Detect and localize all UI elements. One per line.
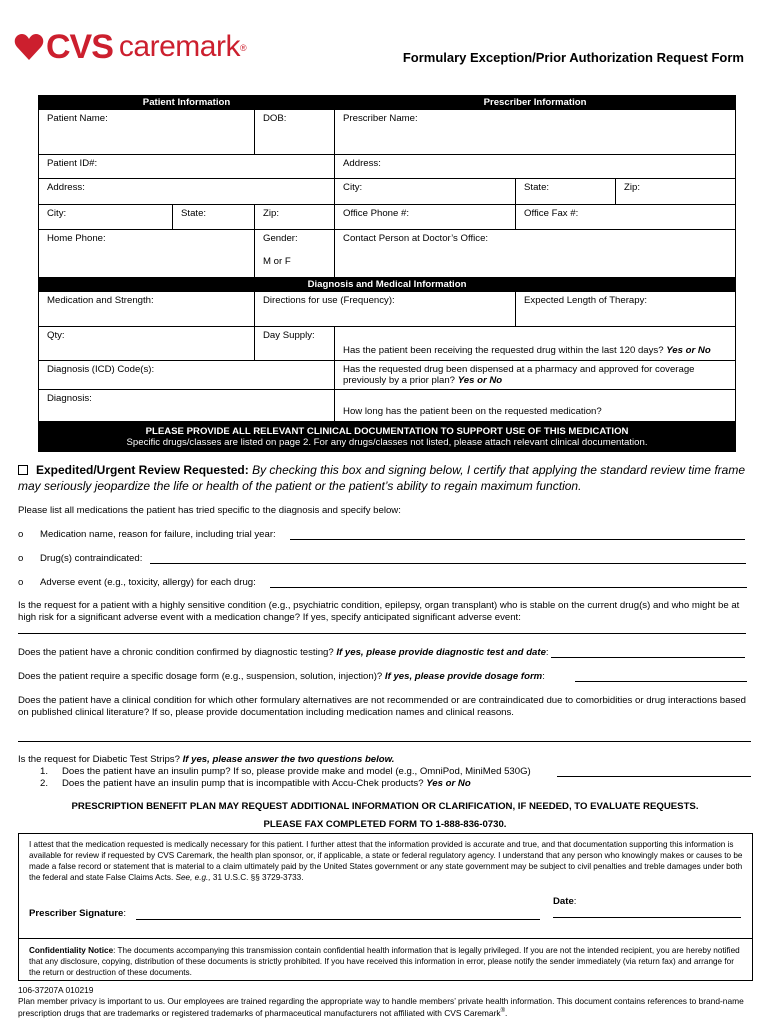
date-line[interactable] <box>553 917 741 918</box>
patient-info-header: Patient Information <box>39 96 335 110</box>
clinical-doc-banner <box>39 422 736 452</box>
dob-field[interactable]: DOB: <box>255 110 335 155</box>
dosage-form-instruction: If yes, please provide dosage form <box>384 671 543 682</box>
insulin-pump-number: 1. <box>40 766 49 777</box>
diagnostic-test-line[interactable] <box>551 657 745 658</box>
prescriber-city-field[interactable]: City: <box>335 179 516 205</box>
patient-id-field[interactable]: Patient ID#: <box>39 155 335 179</box>
gender-options: M or F <box>263 256 291 267</box>
brand-registered-mark: ® <box>239 43 247 53</box>
expedited-checkbox[interactable] <box>18 465 28 475</box>
attestation-text <box>29 839 744 883</box>
attestation-citation: 31 U.S.C. §§ 3729-3733. <box>212 873 304 882</box>
insulin-pump-row <box>40 766 640 778</box>
received-drug-question[interactable] <box>335 327 736 361</box>
date-label: Date: <box>553 896 577 907</box>
benefit-plan-notice: PRESCRIPTION BENEFIT PLAN MAY REQUEST ADDITIONAL INFORMATION OR CLARIFICATION, IF NEEDED, TO EVALUATE REQUESTS. <box>71 801 699 812</box>
prescriber-signature-label: Prescriber Signature: <box>29 908 127 919</box>
bullet-symbol: o <box>18 553 24 564</box>
bullet-contraindicated-label: Drug(s) contraindicated: <box>40 553 143 564</box>
office-fax-field[interactable]: Office Fax #: <box>516 205 736 230</box>
patient-name-field[interactable]: Patient Name: <box>39 110 255 155</box>
footer-registered-mark: ® <box>500 1008 505 1014</box>
test-strips-row <box>18 754 753 766</box>
patient-city-field[interactable]: City: <box>39 205 173 230</box>
brand-name-light: caremark <box>118 30 240 63</box>
test-strips-question: Is the request for Diabetic Test Strips? <box>18 754 180 765</box>
bullet-medication-label: Medication name, reason for failure, including trial year: <box>40 529 276 540</box>
office-phone-field[interactable]: Office Phone #: <box>335 205 516 230</box>
dispensed-question[interactable] <box>335 361 736 390</box>
form-code: 106-37207A 010219 <box>18 985 94 995</box>
attestation-see: See, e.g., <box>175 873 211 882</box>
prescriber-signature-line[interactable] <box>136 919 540 920</box>
contraindicated-line[interactable] <box>150 563 746 564</box>
accu-chek-number: 2. <box>40 778 49 789</box>
confidentiality-label: Confidentiality Notice <box>29 946 114 955</box>
diagnosis-header: Diagnosis and Medical Information <box>39 278 736 292</box>
attestation-main: I attest that the medication requested is medically necessary for this patient. I further attest that the information provided is accurate and true, and that documentation supporting this information is available for review if requested by CVS Caremark, the health plan sponsor, or, if applicable, a state or federal regulatory agency. I understand that any person who knowingly makes or causes to be made a false record or statement that is material to a claim ultimately paid by the United States government or any state government may be subject to civil penalties and treble damages under both the federal and state False Claims Acts. <box>29 840 743 882</box>
brand-name-bold: CVS <box>46 28 113 66</box>
dispensed-yes-no: Yes or No <box>457 375 503 386</box>
how-long-question[interactable]: How long has the patient been on the requested medication? <box>335 390 736 422</box>
received-drug-text: Has the patient been receiving the requested drug within the last 120 days? <box>343 345 664 356</box>
bullet-symbol: o <box>18 577 24 588</box>
accu-chek-yes-no: Yes or No <box>426 778 471 789</box>
qty-field[interactable]: Qty: <box>39 327 255 361</box>
adverse-event-line[interactable] <box>270 587 747 588</box>
prescriber-info-header: Prescriber Information <box>335 96 736 110</box>
bullet-symbol: o <box>18 529 24 540</box>
clinical-condition-line[interactable] <box>18 741 751 742</box>
therapy-length-field[interactable]: Expected Length of Therapy: <box>516 292 736 327</box>
heart-icon <box>14 33 44 61</box>
gender-label: Gender: <box>263 233 298 244</box>
sensitive-condition-question: Is the request for a patient with a highly sensitive condition (e.g., psychiatric condition, epilepsy, organ transplant) who is stable on the current drug(s) and who might be at high risk for a significant adverse event with a medication change? If yes, specify anticipated significant adverse event: <box>18 600 740 623</box>
home-phone-field[interactable]: Home Phone: <box>39 230 255 278</box>
dosage-form-row: Does the patient require a specific dosage form (e.g., suspension, solution, injection)? If yes, please provide dosage form: <box>18 671 545 682</box>
chronic-condition-question: Does the patient have a chronic condition confirmed by diagnostic testing? <box>18 647 334 658</box>
bullet-adverse-label: Adverse event (e.g., toxicity, allergy) for each drug: <box>40 577 256 588</box>
footer <box>18 985 753 1018</box>
privacy-statement: Plan member privacy is important to us. Our employees are trained regarding the appropriate way to handle members’ private health information. This document contains references to brand-name prescription drugs that are trademarks or registered trademarks of pharmaceutical manufacturers not affiliated with CVS Caremark®. <box>18 995 744 1018</box>
accu-chek-row <box>40 778 740 790</box>
gender-field[interactable] <box>255 230 335 278</box>
banner-line-2: Specific drugs/classes are listed on page 2. For any drugs/classes not listed, please attach relevant clinical documentation. <box>126 437 648 448</box>
contact-person-field[interactable]: Contact Person at Doctor’s Office: <box>335 230 736 278</box>
directions-field[interactable]: Directions for use (Frequency): <box>255 292 516 327</box>
confidentiality-notice <box>29 945 744 978</box>
day-supply-field[interactable]: Day Supply: <box>255 327 335 361</box>
medication-failure-line[interactable] <box>290 539 745 540</box>
received-drug-yes-no: Yes or No <box>666 345 711 356</box>
banner-line-1: PLEASE PROVIDE ALL RELEVANT CLINICAL DOCUMENTATION TO SUPPORT USE OF THIS MEDICATION <box>145 426 629 437</box>
prescriber-address-field[interactable]: Address: <box>335 155 736 179</box>
chronic-condition-row: Does the patient have a chronic condition confirmed by diagnostic testing? If yes, please provide diagnostic test and date: <box>18 647 549 658</box>
dosage-form-question: Does the patient require a specific dosage form (e.g., suspension, solution, injection)? <box>18 671 383 682</box>
request-form-table <box>38 95 736 452</box>
insulin-pump-line[interactable] <box>557 776 751 777</box>
fax-notice: PLEASE FAX COMPLETED FORM TO 1-888-836-0730. <box>263 819 507 830</box>
prescriber-name-field[interactable]: Prescriber Name: <box>335 110 736 155</box>
list-intro: Please list all medications the patient has tried specific to the diagnosis and specify below: <box>18 505 401 516</box>
expedited-section <box>18 462 753 494</box>
icd-code-field[interactable]: Diagnosis (ICD) Code(s): <box>39 361 335 390</box>
sensitive-condition-line[interactable] <box>18 633 746 634</box>
insulin-pump-question: Does the patient have an insulin pump? If so, please provide make and model (e.g., OmniPod, MiniMed 530G) <box>62 766 531 777</box>
medication-strength-field[interactable]: Medication and Strength: <box>39 292 255 327</box>
dosage-form-line[interactable] <box>575 681 747 682</box>
chronic-condition-instruction: If yes, please provide diagnostic test and date <box>336 647 546 658</box>
form-title: Formulary Exception/Prior Authorization Request Form <box>402 50 744 65</box>
expedited-text: By checking this box and signing below, I certify that applying the standard review time frame may seriously jeopardize the life or health of the patient or the patient’s ability to regain maximum function. <box>18 463 745 493</box>
confidentiality-text: : The documents accompanying this transmission contain confidential health information that is legally privileged. If you are not the intended recipient, you are hereby notified that any disclosure, copying, distribution of these documents is strictly prohibited. If you have received this information in error, please notify the sender immediately (via return fax) and arrange for the return or destruction of these documents. <box>29 946 740 977</box>
expedited-label: Expedited/Urgent Review Requested: <box>36 463 249 477</box>
cvs-caremark-logo <box>14 30 247 64</box>
dispensed-text: Has the requested drug been dispensed at a pharmacy and approved for coverage previously by a prior plan? <box>343 364 695 386</box>
accu-chek-question: Does the patient have an insulin pump that is incompatible with Accu-Chek products? <box>62 778 424 789</box>
attestation-divider <box>19 938 752 939</box>
attestation-box <box>18 833 753 981</box>
patient-zip-field[interactable]: Zip: <box>255 205 335 230</box>
prescriber-zip-field[interactable]: Zip: <box>616 179 736 205</box>
patient-address-field[interactable]: Address: <box>39 179 335 205</box>
clinical-condition-question: Does the patient have a clinical condition for which other formulary alternatives are not recommended or are contraindicated due to comorbidities or drug interactions based on published clinical literature? If so, please provide documentation including medication names and clinical reasons. <box>18 695 746 718</box>
diagnosis-field[interactable]: Diagnosis: <box>39 390 335 422</box>
test-strips-instruction: If yes, please answer the two questions below. <box>182 754 395 765</box>
patient-state-field[interactable]: State: <box>173 205 255 230</box>
prescriber-state-field[interactable]: State: <box>516 179 616 205</box>
